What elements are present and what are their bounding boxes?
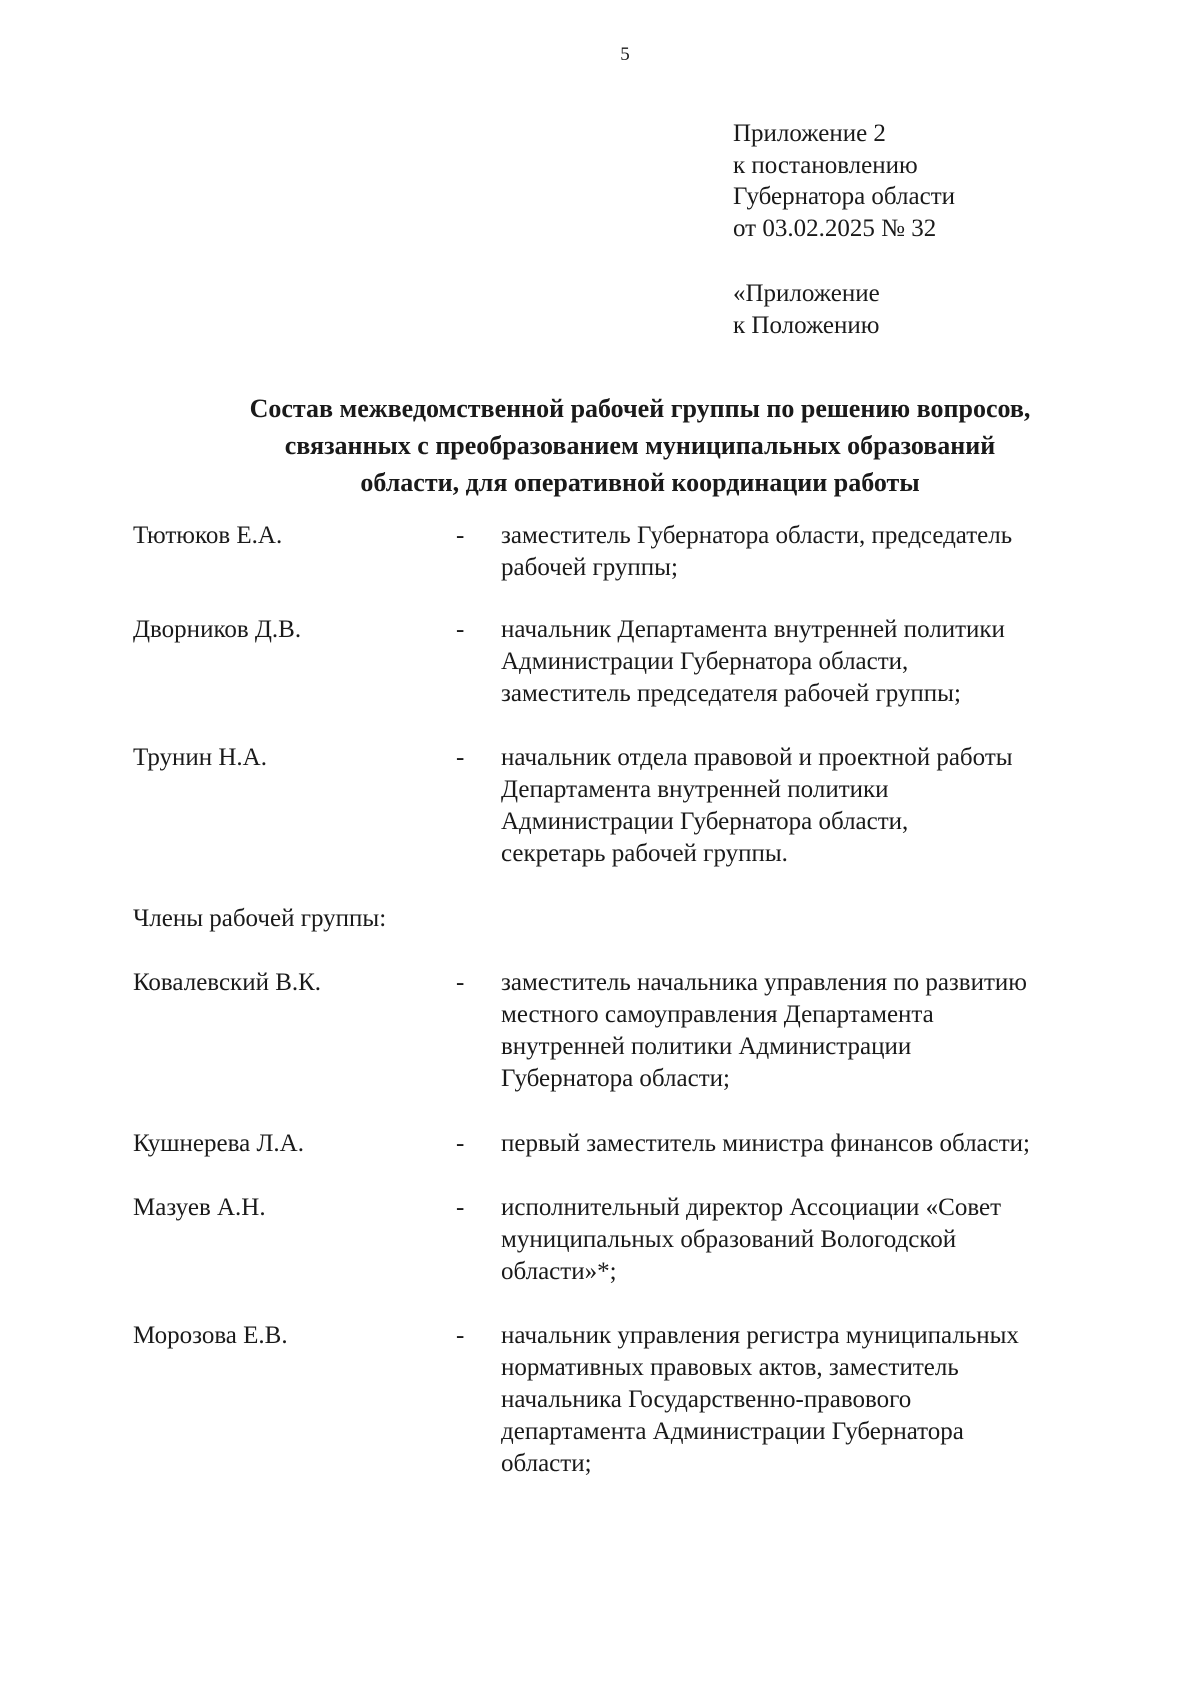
role-line: заместитель Губернатора области, председатель [501,522,1013,549]
role-line: Губернатора области; [501,1065,730,1092]
title-line: связанных с преобразованием муниципальных образований [284,431,996,460]
role-line: области; [501,1450,592,1477]
dash-separator: - [456,744,465,771]
role-line: первый заместитель министра финансов области; [501,1130,1030,1157]
member-role [501,1128,1030,1160]
member-role [501,742,1013,870]
role-line: начальник управления регистра муниципальных [501,1322,1019,1349]
title-line: Состав межведомственной рабочей группы по решению вопросов, [249,394,1031,423]
member-name: Тютюков Е.А. [133,522,283,549]
appendix-reference [733,278,880,341]
member-name: Дворников Д.В. [133,616,302,643]
member-name: Кушнерева Л.А. [133,1130,304,1157]
role-line: нормативных правовых актов, заместитель [501,1354,959,1381]
dash-separator: - [456,1194,465,1221]
dash-separator: - [456,522,465,549]
role-line: внутренней политики Администрации [501,1033,912,1060]
dash-separator: - [456,969,465,996]
role-line: начальник Департамента внутренней политики [501,616,1005,643]
title-line: области, для оперативной координации работы [360,468,920,497]
appendix-ref-line: к Положению [733,311,880,339]
document-title [200,390,1080,501]
member-role [501,1320,1019,1480]
member-name: Мазуев А.Н. [133,1194,266,1221]
role-line: департамента Администрации Губернатора [501,1418,964,1445]
dash-separator: - [456,616,465,643]
member-role [501,967,1027,1095]
appendix-line: Приложение 2 [733,120,886,147]
page-number: 5 [620,44,630,65]
role-line: Администрации Губернатора области, [501,808,909,835]
member-role [501,614,1005,710]
appendix-line: к постановлению [733,151,918,179]
appendix-ref-line: «Приложение [733,280,880,307]
role-line: местного самоуправления Департамента [501,1001,934,1028]
member-name: Трунин Н.А. [133,744,267,771]
member-role [501,520,1012,584]
member-name: Морозова Е.В. [133,1322,288,1349]
role-line: заместитель председателя рабочей группы; [501,680,961,707]
role-line: секретарь рабочей группы. [501,840,788,867]
appendix-line: от 03.02.2025 № 32 [733,214,937,242]
appendix-header [733,118,955,244]
role-line: начальник отдела правовой и проектной работы [501,744,1013,771]
dash-separator: - [456,1322,465,1349]
members-heading: Члены рабочей группы: [133,905,387,932]
role-line: муниципальных образований Вологодской [501,1226,957,1253]
role-line: Администрации Губернатора области, [501,648,909,675]
role-line: начальника Государственно-правового [501,1386,912,1413]
role-line: области»*; [501,1258,617,1285]
member-role [501,1192,1001,1288]
role-line: исполнительный директор Ассоциации «Совет [501,1194,1002,1221]
role-line: рабочей группы; [501,554,678,581]
appendix-line: Губернатора области [733,183,955,210]
role-line: Департамента внутренней политики [501,776,889,803]
dash-separator: - [456,1130,465,1157]
member-name: Ковалевский В.К. [133,969,322,996]
role-line: заместитель начальника управления по развитию [501,969,1027,996]
